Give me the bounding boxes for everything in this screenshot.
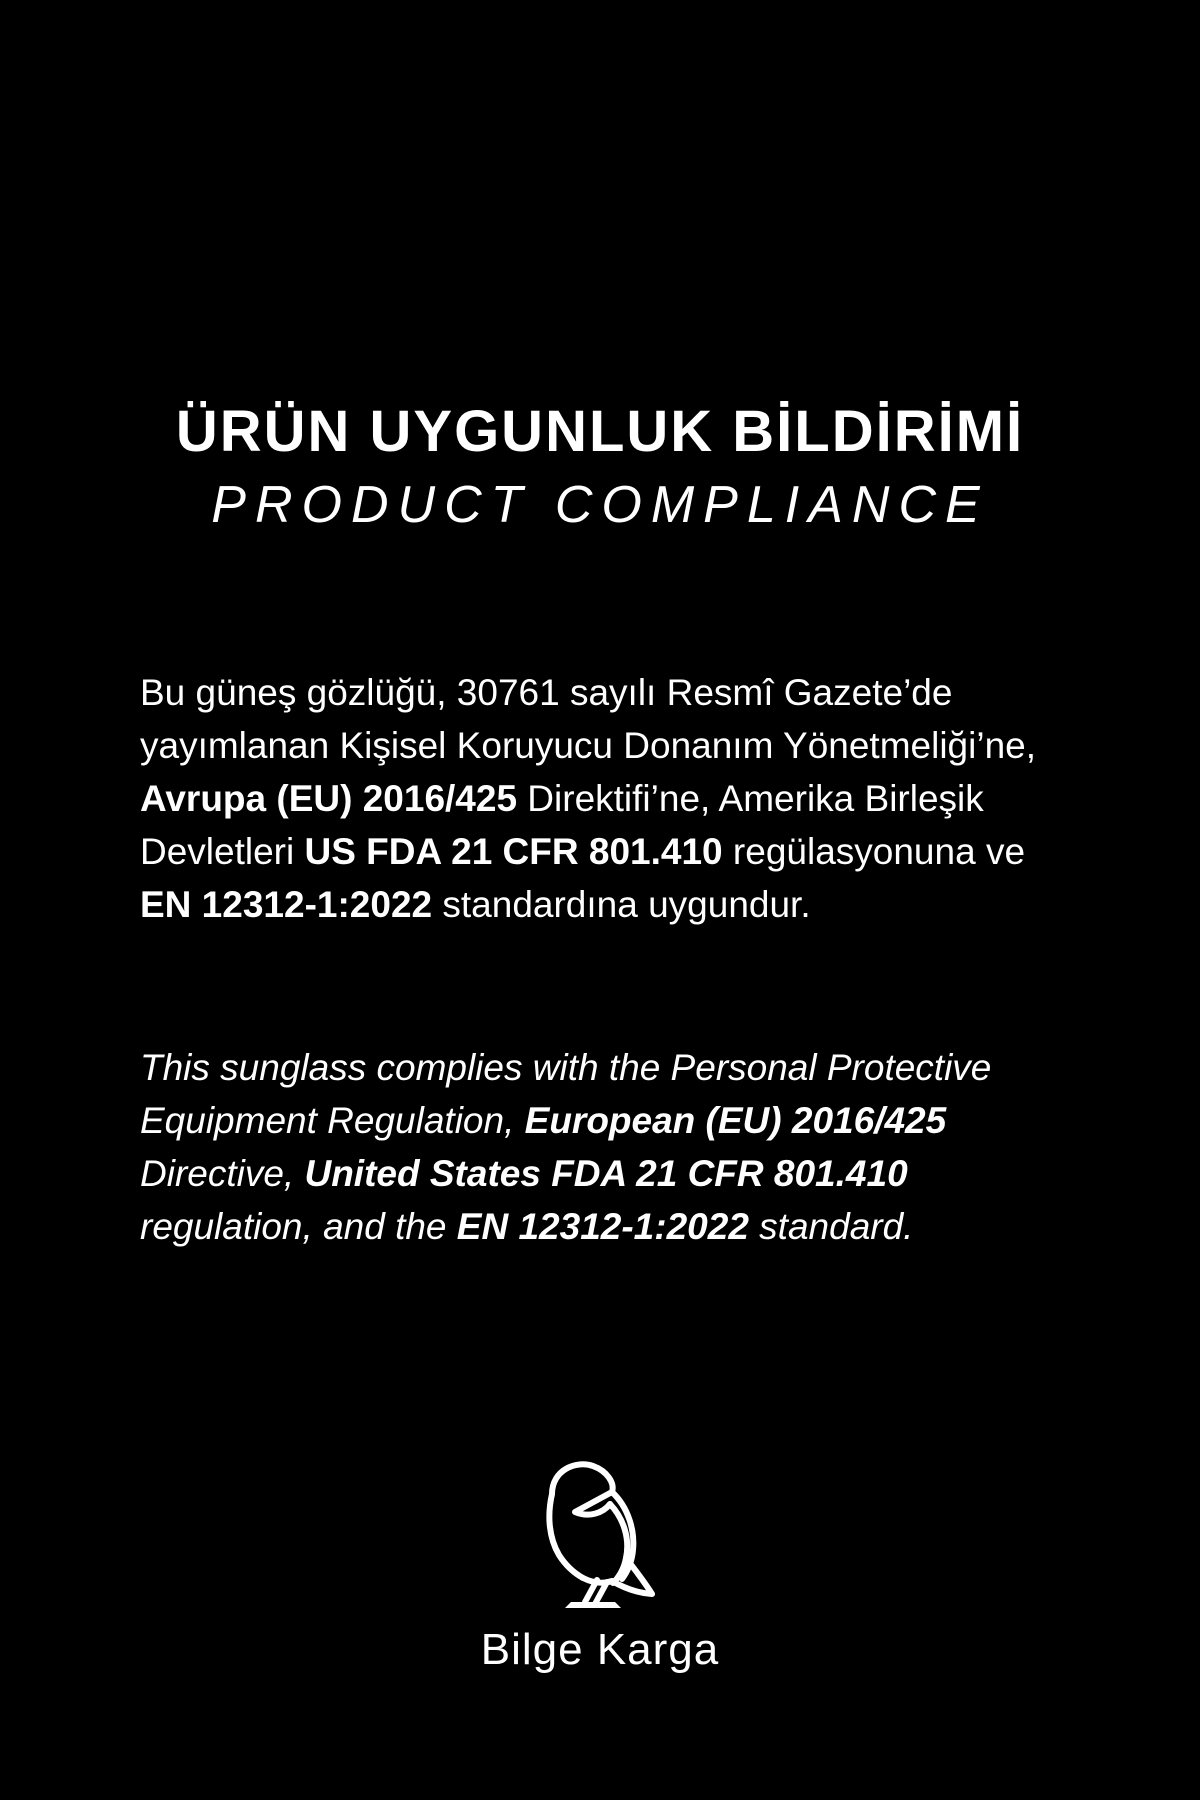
brand-block — [0, 1458, 1200, 1675]
text-line: Bu güneş gözlüğü, 30761 sayılı Resmî Gazete’de — [140, 672, 953, 713]
crow-line-art-icon — [538, 1458, 662, 1608]
text-line: Directive, United States FDA 21 CFR 801.410 — [140, 1153, 908, 1194]
compliance-paragraph-english — [140, 1041, 1120, 1253]
page-header — [0, 400, 1200, 532]
text-line: EN 12312-1:2022 standardına uygundur. — [140, 884, 811, 925]
compliance-paragraph-turkish — [140, 666, 1120, 931]
page-title: ÜRÜN UYGUNLUK BİLDİRİMİ — [175, 399, 1025, 464]
page-subtitle: PRODUCT COMPLIANCE — [211, 475, 989, 534]
brand-name: Bilge Karga — [480, 1625, 720, 1674]
text-line: yayımlanan Kişisel Koruyucu Donanım Yönetmeliği’ne, — [140, 725, 1037, 766]
text-line: Devletleri US FDA 21 CFR 801.410 regülasyonuna ve — [140, 831, 1026, 872]
text-line: Equipment Regulation, European (EU) 2016/425 — [140, 1100, 947, 1141]
text-line: regulation, and the EN 12312-1:2022 standard. — [140, 1206, 914, 1247]
text-line: This sunglass complies with the Personal Protective — [140, 1047, 992, 1088]
text-line: Avrupa (EU) 2016/425 Direktifi’ne, Amerika Birleşik — [140, 778, 984, 819]
